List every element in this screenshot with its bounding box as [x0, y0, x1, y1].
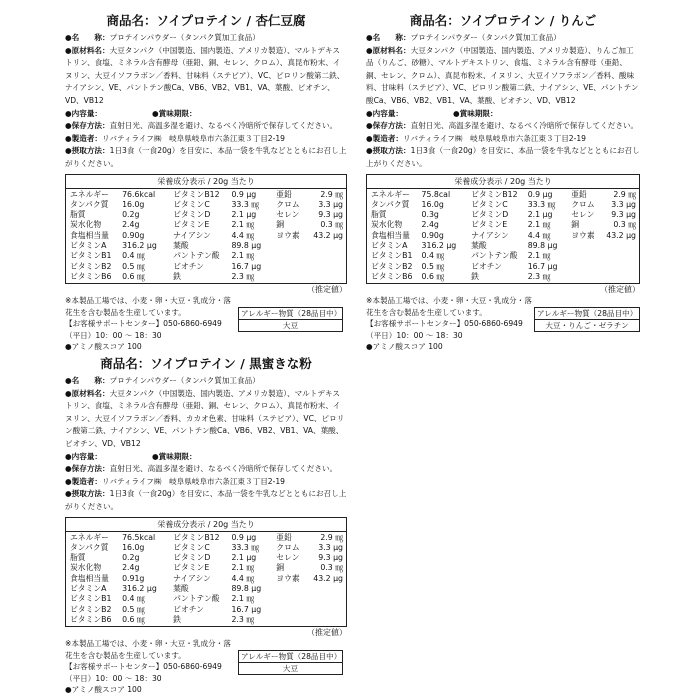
- name-row: ●名 称：プロテインパウダー（タンパク質加工食品）: [65, 33, 260, 42]
- storage-row: ●保存方法：直射日光、高温多湿を避け、なるべく冷暗所で保存してください。: [65, 464, 338, 474]
- label-footer: [65, 638, 347, 696]
- nutrient-name: ビタミンD: [471, 210, 509, 220]
- nutrient-value: 0.3 ㎎: [320, 220, 343, 230]
- nutrient-value: [306, 594, 343, 604]
- nutrient-name: クロム: [276, 199, 300, 209]
- nutrient-name: 食塩相当量: [371, 230, 410, 240]
- nutrient-value: 0.2g: [122, 553, 140, 563]
- nutrient-name: ビタミンB6: [70, 271, 112, 281]
- intake-row: ●摂取方法：1日3食（一食20g）を目安に、本品一袋を牛乳などとともにお召し上がりください。: [65, 489, 347, 511]
- nutrient-value: 0.3g: [421, 210, 439, 220]
- support-line: 【お客様サポートセンター】050-6860-6949: [366, 319, 523, 329]
- nutrition-row: [371, 231, 636, 241]
- nutrient-value: 76.5kcal: [122, 532, 156, 542]
- allergen-value: 大豆: [282, 664, 299, 674]
- ingredients-row: ●原材料名：大豆タンパク（中国製造、国内製造、アメリカ製造）、りんご加工品（りんご、砂糖）、マルトデキストリン、食塩、ミネラル含有酵母（亜鉛、銅、セレン、クロム）、真昆布粉末、イヌリン、大豆イソフラボン／香料、酸味料、甘味料（ステビア）、VC、ピロリン酸第二鉄、ナイアシン、VE、パントテン酸Ca、VB6、VB2、VB1、VA、葉酸、ビオチン、VD、VB12: [366, 45, 639, 105]
- nutrient-name: セレン: [276, 210, 300, 220]
- nutrient-name: ビタミンB2: [70, 604, 112, 614]
- nutrient-value: 0.5 ㎎: [421, 261, 445, 271]
- nutrient-value: 2.1 ㎎: [231, 251, 255, 261]
- nutrient-name: ビタミンD: [173, 553, 211, 563]
- nutrition-row: [371, 272, 636, 282]
- hours-line: （平日）10：00 〜 18：30: [65, 330, 162, 340]
- nutrient-value: 9.3 μg: [318, 210, 343, 220]
- nutrient-name: [276, 251, 305, 261]
- amino-score: ●アミノ酸スコア 100: [65, 342, 142, 352]
- nutrient-name: セレン: [276, 553, 300, 563]
- nutrient-value: 2.9 ㎎: [613, 189, 636, 199]
- nutrient-value: 75.8cal: [421, 189, 451, 199]
- nutrient-value: 4.4 ㎎: [527, 230, 551, 240]
- nutrition-row: [371, 200, 636, 210]
- nutrition-row: [371, 190, 636, 200]
- storage-row: ●保存方法：直射日光、高温多湿を避け、なるべく冷暗所で保存してください。: [65, 121, 338, 131]
- nutrient-name: エネルギー: [70, 189, 109, 199]
- nutrient-value: 43.2 μg: [606, 230, 636, 240]
- nutrition-header: 栄養成分表示 / 20g 当たり: [367, 175, 639, 189]
- nutrient-name: タンパク質: [371, 199, 410, 209]
- nutrient-name: ビタミンE: [471, 220, 508, 230]
- nutrition-row: [70, 594, 343, 604]
- nutrient-value: 0.3 ㎎: [613, 220, 636, 230]
- nutrient-name: [276, 594, 305, 604]
- nutrient-value: [600, 251, 636, 261]
- nutrient-name: ビタミンA: [70, 241, 107, 251]
- nutrient-value: [600, 272, 636, 282]
- nutrition-box: [366, 174, 640, 285]
- factory-note: ※本製品工場では、小麦・卵・大豆・乳成分・落花生を含む製品を生産しています。: [65, 296, 231, 317]
- nutrient-value: [306, 605, 343, 615]
- nutrient-name: ビタミンE: [173, 563, 210, 573]
- allergen-value: 大豆・りんご・ゼラチン: [545, 321, 629, 331]
- nutrient-name: ナイアシン: [173, 230, 211, 240]
- estimate-note: （推定値）: [307, 285, 347, 295]
- nutrient-name: 葉酸: [173, 584, 189, 594]
- nutrition-box: [65, 174, 347, 285]
- maker-row: ●製造者：リバティライフ㈱ 岐阜県岐阜市六条江東３丁目2-19: [65, 476, 286, 486]
- nutrient-value: 0.4 ㎎: [122, 594, 145, 604]
- nutrient-value: 0.6 ㎎: [122, 271, 145, 281]
- nutrient-name: ビタミンC: [173, 199, 210, 209]
- nutrition-table: [70, 533, 343, 626]
- maker-row: ●製造者：リバティライフ㈱ 岐阜県岐阜市六条江東３丁目2-19: [366, 133, 587, 143]
- factory-note: ※本製品工場では、小麦・卵・大豆・乳成分・落花生を含む製品を生産しています。: [65, 639, 231, 660]
- nutrient-name: 炭水化物: [70, 563, 102, 573]
- nutrient-value: 43.2 μg: [313, 230, 343, 240]
- nutrient-name: ビタミンB6: [70, 614, 112, 624]
- nutrient-name: ナイアシン: [471, 230, 509, 240]
- nutrition-row: [70, 251, 343, 261]
- nutrient-name: ビタミンC: [173, 542, 210, 552]
- nutrient-value: 2.1 μg: [231, 553, 257, 563]
- nutrient-value: 2.1 ㎎: [527, 220, 551, 230]
- name-row: ●名 称：プロテインパウダー（タンパク質加工食品）: [65, 376, 260, 385]
- nutrient-name: 食塩相当量: [70, 573, 109, 583]
- product-label-apple: [366, 12, 640, 353]
- nutrient-value: 0.9 μg: [231, 532, 257, 542]
- nutrition-row: [70, 241, 343, 251]
- nutrient-value: 2.4g: [122, 563, 140, 573]
- nutrient-name: ビタミンB1: [70, 594, 112, 604]
- nutrition-box: [65, 517, 347, 628]
- nutrient-value: 2.3 ㎎: [527, 271, 551, 281]
- nutrient-value: 2.1 ㎎: [231, 220, 255, 230]
- nutrient-name: パントテン酸: [173, 594, 220, 604]
- nutrient-name: ビオチン: [173, 261, 204, 271]
- nutrient-name: 脂質: [70, 210, 86, 220]
- nutrient-name: [276, 262, 305, 272]
- nutrient-name: ビタミンB1: [371, 251, 413, 261]
- amino-score: ●アミノ酸スコア 100: [366, 342, 443, 352]
- nutrient-value: 3.3 μg: [318, 542, 343, 552]
- nutrient-value: 0.4 ㎎: [421, 251, 445, 261]
- nutrient-value: 33.3 ㎎: [231, 542, 260, 552]
- nutrient-name: 葉酸: [471, 241, 487, 251]
- nutrient-value: 0.90g: [421, 230, 444, 240]
- nutrient-value: 3.3 μg: [318, 199, 343, 209]
- nutrient-value: 89.8 μg: [527, 241, 558, 251]
- nutrition-row: [70, 533, 343, 543]
- nutrient-name: 亜鉛: [276, 189, 292, 199]
- nutrient-name: [276, 615, 305, 625]
- nutrition-row: [70, 190, 343, 200]
- nutrient-name: ビタミンD: [173, 210, 211, 220]
- nutrient-name: ビタミンE: [173, 220, 210, 230]
- nutrition-table: [70, 190, 343, 283]
- nutrient-value: 0.3 ㎎: [320, 563, 343, 573]
- allergen-header: アレルギー物質（28品目中）: [241, 309, 342, 319]
- nutrition-row: [70, 220, 343, 230]
- nutrient-name: エネルギー: [371, 189, 410, 199]
- nutrient-name: ビタミンC: [471, 199, 508, 209]
- amino-score: ●アミノ酸スコア 100: [65, 685, 142, 695]
- nutrient-name: パントテン酸: [471, 251, 518, 261]
- nutrient-name: 食塩相当量: [70, 230, 109, 240]
- nutrient-name: タンパク質: [70, 199, 109, 209]
- nutrition-table: [371, 190, 636, 283]
- nutrient-value: 2.4g: [421, 220, 439, 230]
- nutrient-value: 16.0g: [122, 542, 145, 552]
- nutrient-value: 2.1 ㎎: [231, 563, 255, 573]
- nutrient-value: [306, 272, 343, 282]
- estimate-note: （推定値）: [307, 628, 347, 638]
- nutrient-value: 9.3 μg: [611, 210, 636, 220]
- nutrient-name: ビオチン: [173, 604, 204, 614]
- nutrient-name: ビタミンB6: [371, 271, 413, 281]
- nutrient-name: ビタミンA: [371, 241, 408, 251]
- product-title: 商品名：ソイプロテイン / 黒蜜きな粉: [100, 356, 312, 371]
- nutrient-value: [306, 241, 343, 251]
- nutrition-row: [70, 272, 343, 282]
- nutrient-value: 0.4 ㎎: [122, 251, 145, 261]
- support-line: 【お客様サポートセンター】050-6860-6949: [65, 662, 222, 672]
- nutrient-name: 脂質: [371, 210, 387, 220]
- nutrient-name: [571, 272, 599, 282]
- nutrient-name: [571, 262, 599, 272]
- nutrient-value: 0.90g: [122, 230, 145, 240]
- nutrient-value: 2.1 μg: [231, 210, 257, 220]
- nutrition-row: [70, 584, 343, 594]
- storage-row: ●保存方法：直射日光、高温多湿を避け、なるべく冷暗所で保存してください。: [366, 121, 639, 131]
- nutrient-value: 33.3 ㎎: [527, 199, 556, 209]
- nutrient-value: 0.91g: [122, 573, 145, 583]
- nutrient-name: ビオチン: [471, 261, 502, 271]
- nutrient-name: ビタミンB12: [173, 532, 220, 542]
- ingredients-row: ●原材料名：大豆タンパク（中国製造、国内製造、アメリカ製造）、マルトデキストリン、食塩、ミネラル含有酵母（亜鉛、銅、セレン、クロム）、真昆布粉末、イヌリン、大豆イソフラボン／香料、カカオ色素、甘味料（ステビア）、VC、ピロリン酸第二鉄、ナイアシン、VE、パントテン酸Ca、VB6、VB2、VB1、VA、葉酸、ビオチン、VD、VB12: [65, 388, 345, 448]
- nutrient-name: 銅: [276, 220, 285, 230]
- nutrient-name: ビタミンA: [70, 584, 107, 594]
- nutrient-value: 0.5 ㎎: [122, 261, 145, 271]
- nutrient-name: ナイアシン: [173, 573, 211, 583]
- nutrition-row: [70, 615, 343, 625]
- nutrition-row: [70, 563, 343, 573]
- nutrient-value: 89.8 μg: [231, 241, 262, 251]
- nutrition-row: [70, 210, 343, 220]
- nutrient-value: 2.3 ㎎: [231, 271, 255, 281]
- nutrition-row: [70, 200, 343, 210]
- nutrient-name: ヨウ素: [571, 230, 595, 240]
- nutrient-name: ビタミンB1: [70, 251, 112, 261]
- nutrient-value: 0.5 ㎎: [122, 604, 145, 614]
- nutrient-value: 3.3 μg: [611, 199, 636, 209]
- nutrient-value: [600, 262, 636, 272]
- nutrient-name: 脂質: [70, 553, 86, 563]
- nutrient-value: 2.4g: [122, 220, 140, 230]
- nutrient-value: 0.6 ㎎: [421, 271, 445, 281]
- nutrient-value: 2.1 ㎎: [231, 594, 255, 604]
- nutrient-value: [306, 584, 343, 594]
- content-row: ●内容量： ●賞味期限：: [65, 108, 197, 118]
- nutrient-name: ビタミンB2: [371, 261, 413, 271]
- nutrient-name: セレン: [571, 210, 595, 220]
- nutrition-row: [70, 605, 343, 615]
- nutrient-name: [571, 241, 599, 251]
- nutrient-value: 2.9 ㎎: [320, 532, 343, 542]
- nutrient-name: 銅: [276, 563, 285, 573]
- nutrient-value: [306, 262, 343, 272]
- intake-row: ●摂取方法：1日3食（一食20g）を目安に、本品一袋を牛乳などとともにお召し上がりください。: [65, 146, 347, 168]
- label-footer: [65, 295, 347, 353]
- nutrient-value: 16.7 μg: [231, 604, 262, 614]
- nutrient-name: 亜鉛: [276, 532, 292, 542]
- nutrient-value: 76.6kcal: [122, 189, 156, 199]
- nutrient-name: クロム: [571, 199, 595, 209]
- nutrient-value: 316.2 μg: [122, 241, 157, 251]
- nutrition-row: [371, 262, 636, 272]
- nutrient-value: 0.9 μg: [231, 189, 257, 199]
- nutrient-name: ビタミンB12: [471, 189, 518, 199]
- hours-line: （平日）10：00 〜 18：30: [65, 673, 162, 683]
- nutrient-name: [276, 272, 305, 282]
- name-row: ●名 称：プロテインパウダー（タンパク質加工食品）: [366, 33, 561, 42]
- nutrition-header: 栄養成分表示 / 20g 当たり: [66, 175, 346, 189]
- nutrient-value: 316.2 μg: [421, 241, 457, 251]
- nutrition-row: [371, 251, 636, 261]
- nutrient-name: クロム: [276, 542, 300, 552]
- product-label-annin: [65, 12, 347, 353]
- nutrition-header: 栄養成分表示 / 20g 当たり: [66, 518, 346, 532]
- nutrient-name: 亜鉛: [571, 189, 587, 199]
- nutrition-row: [70, 553, 343, 563]
- nutrient-name: [276, 584, 305, 594]
- nutrition-row: [371, 220, 636, 230]
- nutrient-value: [306, 615, 343, 625]
- allergen-box: [238, 307, 343, 332]
- nutrient-value: 0.9 μg: [527, 189, 553, 199]
- nutrient-value: 2.3 ㎎: [231, 614, 255, 624]
- nutrient-value: 2.9 ㎎: [320, 189, 343, 199]
- nutrient-name: エネルギー: [70, 532, 109, 542]
- nutrient-value: 33.3 ㎎: [231, 199, 260, 209]
- nutrition-row: [70, 231, 343, 241]
- nutrient-name: 鉄: [471, 271, 479, 281]
- allergen-box: [534, 307, 640, 332]
- nutrient-value: 4.4 ㎎: [231, 230, 255, 240]
- nutrient-name: [276, 241, 305, 251]
- ingredients-row: ●原材料名：大豆タンパク（中国製造、国内製造、アメリカ製造）、マルトデキストリン、食塩、ミネラル含有酵母（亜鉛、銅、セレン、クロム）、真昆布粉末、イヌリン、大豆イソフラボン／香料、甘味料（ステビア）、VC、ピロリン酸第二鉄、ナイアシン、VE、パントテン酸Ca、VB6、VB2、VB1、VA、葉酸、ビオチン、VD、VB12: [65, 45, 345, 105]
- nutrient-value: [306, 251, 343, 261]
- nutrient-name: 炭水化物: [70, 220, 102, 230]
- nutrient-value: [600, 241, 636, 251]
- nutrient-value: 89.8 μg: [231, 584, 262, 594]
- content-row: ●内容量： ●賞味期限：: [366, 108, 498, 118]
- product-title: 商品名：ソイプロテイン / 杏仁豆腐: [106, 13, 306, 28]
- nutrient-value: 0.2g: [122, 210, 140, 220]
- nutrient-name: 葉酸: [173, 241, 189, 251]
- estimate-note: （推定値）: [600, 285, 640, 295]
- allergen-header: アレルギー物質（28品目中）: [241, 652, 342, 662]
- nutrient-name: 鉄: [173, 271, 181, 281]
- product-title: 商品名：ソイプロテイン / りんご: [409, 13, 597, 28]
- maker-row: ●製造者：リバティライフ㈱ 岐阜県岐阜市六条江東３丁目2-19: [65, 133, 286, 143]
- allergen-box: [238, 650, 343, 675]
- nutrient-name: ビタミンB12: [173, 189, 220, 199]
- nutrient-value: 16.7 μg: [527, 261, 558, 271]
- support-line: 【お客様サポートセンター】050-6860-6949: [65, 319, 222, 329]
- allergen-value: 大豆: [282, 321, 299, 331]
- nutrition-row: [70, 543, 343, 553]
- nutrient-value: 316.2 μg: [122, 584, 157, 594]
- nutrient-name: タンパク質: [70, 542, 109, 552]
- nutrition-row: [371, 210, 636, 220]
- nutrient-name: パントテン酸: [173, 251, 220, 261]
- nutrient-value: 9.3 μg: [318, 553, 343, 563]
- product-label-kuromitsu: [65, 355, 347, 696]
- nutrient-name: [571, 251, 599, 261]
- nutrient-value: 2.1 μg: [527, 210, 553, 220]
- factory-note: ※本製品工場では、小麦・卵・大豆・乳成分・落花生を含む製品を生産しています。: [366, 296, 532, 317]
- nutrient-value: 16.0g: [421, 199, 444, 209]
- nutrition-row: [371, 241, 636, 251]
- nutrient-name: 銅: [571, 220, 580, 230]
- hours-line: （平日）10：00 〜 18：30: [366, 330, 463, 340]
- nutrient-name: ビタミンB2: [70, 261, 112, 271]
- nutrient-value: 16.0g: [122, 199, 145, 209]
- nutrient-name: [276, 605, 305, 615]
- content-row: ●内容量： ●賞味期限：: [65, 451, 197, 461]
- nutrient-name: ヨウ素: [276, 230, 300, 240]
- nutrition-row: [70, 574, 343, 584]
- label-footer: [366, 295, 640, 353]
- nutrient-name: 炭水化物: [371, 220, 403, 230]
- nutrient-value: 43.2 μg: [313, 573, 343, 583]
- nutrient-name: 鉄: [173, 614, 181, 624]
- nutrition-row: [70, 262, 343, 272]
- nutrient-value: 0.6 ㎎: [122, 614, 145, 624]
- nutrient-value: 2.1 ㎎: [527, 251, 551, 261]
- nutrient-value: 16.7 μg: [231, 261, 262, 271]
- allergen-header: アレルギー物質（28品目中）: [537, 309, 638, 319]
- nutrient-name: ヨウ素: [276, 573, 300, 583]
- nutrient-value: 4.4 ㎎: [231, 573, 255, 583]
- intake-row: ●摂取方法：1日3食（一食20g）を目安に、本品一袋を牛乳などとともにお召し上がりください。: [366, 146, 640, 168]
